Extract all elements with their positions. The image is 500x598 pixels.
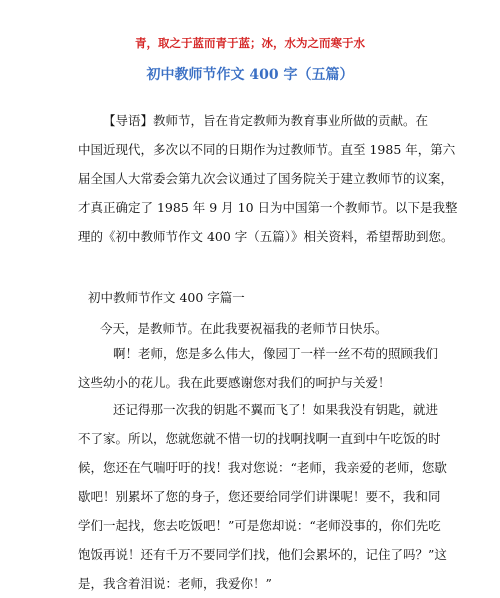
text-line: 不了家。所以，您就您就不惜一切的找啊找啊一直到中午吃饭的时 — [78, 431, 441, 446]
text-line: 才真正确定了 1985 年 9 月 10 日为中国第一个教师节。以下是我整 — [78, 200, 458, 215]
text-line: 这些幼小的花儿。我在此要感谢您对我们的呵护与关爱！ — [78, 375, 391, 390]
text-line: 学们一起找，您去吃饭吧！”可是您却说：“老师没事的，你们先吃 — [78, 518, 441, 533]
text-line: 中国近现代，多次以不同的日期作为过教师节。直至 1985 年，第六 — [78, 142, 456, 157]
essay-heading: 初中教师节作文 400 字篇一 — [88, 290, 245, 305]
essay-paragraph-2 — [78, 339, 439, 397]
text-line: 饱饭再说！还有千万不要同学们找，他们会累坏的，记住了吗？”这 — [78, 547, 447, 562]
text-line: 理的《初中教师节作文 400 字（五篇）》相关资料，希望帮助到您。 — [78, 229, 454, 244]
header-motto: 青，取之于蓝而青于蓝；冰，水为之而寒于水 — [135, 36, 365, 50]
text-line: 届全国人大常委会第九次会议通过了国务院关于建立教师节的议案， — [78, 171, 454, 186]
intro-paragraph — [78, 106, 458, 251]
text-line: 歇吧！别累坏了您的身子，您还要给同学们讲课呢！要不，我和同 — [78, 489, 441, 504]
essay-paragraph-3 — [78, 395, 447, 598]
text-line: 啊！老师，您是多么伟大，像园丁一样一丝不苟的照顾我们 — [113, 346, 439, 361]
text-line: 候，您还在气喘吁吁的找！我对您说：“老师，我亲爱的老师，您歇 — [78, 460, 447, 475]
text-line: 是，我含着泪说：老师，我爱你！” — [78, 576, 272, 591]
document-title: 初中教师节作文 400 字（五篇） — [146, 67, 354, 83]
text-line: 今天，是教师节。在此我要祝福我的老师节日快乐。 — [100, 321, 388, 336]
text-line: 【导语】教师节，旨在肯定教师为教育事业所做的贡献。在 — [103, 113, 429, 128]
text-line: 还记得那一次我的钥匙不翼而飞了！如果我没有钥匙，就进 — [113, 402, 439, 417]
